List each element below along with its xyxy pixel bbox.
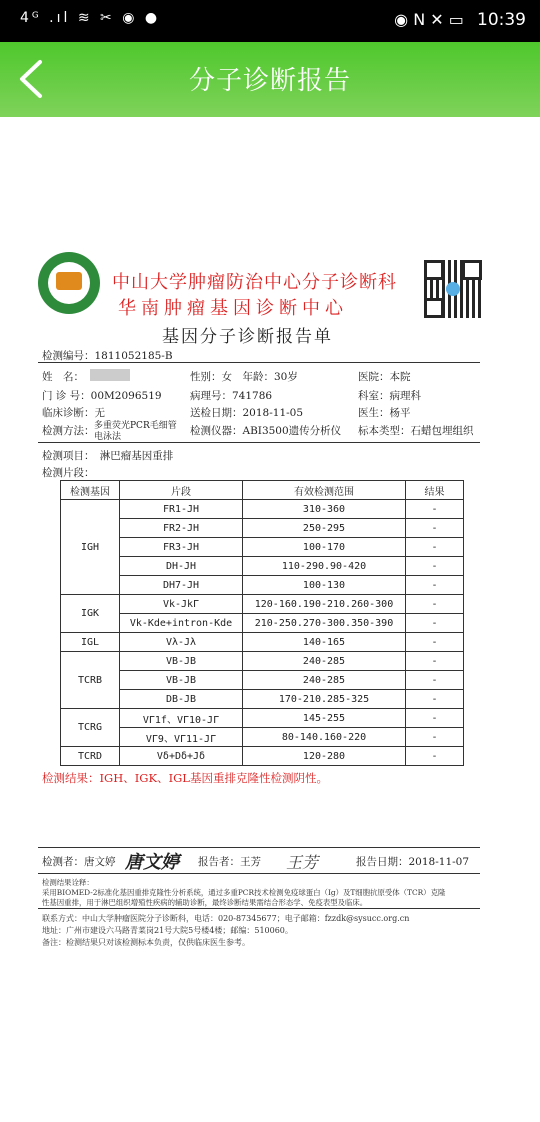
table-row bbox=[61, 709, 464, 728]
range-cell: 240-285 bbox=[243, 671, 406, 690]
col-header-gene: 检测基因 bbox=[61, 481, 120, 500]
send-date: 送检日期：2018-11-05 bbox=[190, 407, 304, 419]
result-cell: - bbox=[406, 614, 464, 633]
range-cell: 100-170 bbox=[243, 538, 406, 557]
table-row bbox=[61, 614, 464, 633]
table-row bbox=[61, 728, 464, 747]
result-cell: - bbox=[406, 671, 464, 690]
col-header-fragment: 片段 bbox=[120, 481, 243, 500]
divider bbox=[38, 908, 480, 909]
divider bbox=[38, 362, 480, 363]
report-date: 报告日期：2018-11-07 bbox=[356, 856, 470, 868]
fragments-label: 检测片段： bbox=[42, 467, 95, 479]
fragment-cell: VB-JB bbox=[120, 652, 243, 671]
fragment-cell: Vλ-Jλ bbox=[120, 633, 243, 652]
method-value-2: 电泳法 bbox=[94, 432, 122, 442]
signal-icon: 4ᴳ .ıl ≋ ✂ ◉ ● bbox=[20, 10, 161, 26]
result-cell: - bbox=[406, 633, 464, 652]
notes-line: 性基因重排，用于淋巴组织增殖性疾病的辅助诊断，最终诊断结果需结合形态学、免疫表型及临床。 bbox=[42, 898, 368, 907]
table-row bbox=[61, 576, 464, 595]
result-cell: - bbox=[406, 652, 464, 671]
gene-cell: IGH bbox=[61, 500, 120, 595]
reporter: 报告者：王芳 bbox=[198, 856, 261, 868]
result-cell: - bbox=[406, 576, 464, 595]
eye-icon: ◉ bbox=[394, 10, 409, 29]
method-label: 检测方法： bbox=[42, 425, 95, 437]
table-row bbox=[61, 690, 464, 709]
result-cell: - bbox=[406, 500, 464, 519]
fragment-cell: DH7-JH bbox=[120, 576, 243, 595]
table-row bbox=[61, 671, 464, 690]
table-row bbox=[61, 500, 464, 519]
range-cell: 140-165 bbox=[243, 633, 406, 652]
range-cell: 120-160.190-210.260-300 bbox=[243, 595, 406, 614]
fragment-cell: VB-JB bbox=[120, 671, 243, 690]
report-title: 基因分子诊断报告单 bbox=[162, 327, 333, 347]
result-cell: - bbox=[406, 557, 464, 576]
org-name-line1: 中山大学肿瘤防治中心分子诊断科 bbox=[112, 272, 397, 293]
gender-age: 性别：女 年龄：30岁 bbox=[190, 371, 298, 383]
mute-icon: ✕ bbox=[430, 10, 444, 29]
fragment-cell: Vk-Kde+intron-Kde bbox=[120, 614, 243, 633]
method-value-1: 多重荧光PCR毛细管 bbox=[94, 421, 177, 431]
result-cell: - bbox=[406, 595, 464, 614]
clinic-number: 门 诊 号：00M2096519 bbox=[42, 390, 162, 402]
range-cell: 80-140.160-220 bbox=[243, 728, 406, 747]
status-bar bbox=[0, 0, 540, 42]
range-cell: 120-280 bbox=[243, 747, 406, 766]
gene-cell: IGK bbox=[61, 595, 120, 633]
table-row bbox=[61, 538, 464, 557]
col-header-result: 结果 bbox=[406, 481, 464, 500]
fragment-cell: VΓ9、VΓ11-JΓ bbox=[120, 728, 243, 747]
range-cell: 170-210.285-325 bbox=[243, 690, 406, 709]
doctor: 医生：杨平 bbox=[358, 407, 411, 419]
results-table bbox=[60, 480, 464, 766]
name-redacted bbox=[90, 369, 130, 381]
fragment-cell: FR2-JH bbox=[120, 519, 243, 538]
fragment-cell: FR1-JH bbox=[120, 500, 243, 519]
gene-cell: TCRG bbox=[61, 709, 120, 747]
reporter-signature: 王芳 bbox=[286, 853, 319, 872]
tester: 检测者：唐文婷 bbox=[42, 856, 116, 868]
fragment-cell: DB-JB bbox=[120, 690, 243, 709]
table-row bbox=[61, 652, 464, 671]
tester-signature: 唐文婷 bbox=[125, 852, 179, 873]
table-row bbox=[61, 557, 464, 576]
divider bbox=[38, 442, 480, 443]
address: 地址：广州市建设六马路青菜岗21号大院5号楼4楼；邮编：510060。 bbox=[42, 926, 293, 935]
test-number: 检测编号：1811052185-B bbox=[42, 350, 173, 362]
range-cell: 145-255 bbox=[243, 709, 406, 728]
result-cell: - bbox=[406, 690, 464, 709]
status-right bbox=[394, 10, 526, 30]
pathology-number: 病理号：741786 bbox=[190, 390, 273, 402]
nfc-icon: N bbox=[413, 10, 426, 29]
fragment-cell: FR3-JH bbox=[120, 538, 243, 557]
divider bbox=[38, 873, 480, 874]
range-cell: 310-360 bbox=[243, 500, 406, 519]
result-cell: - bbox=[406, 728, 464, 747]
clock: 10:39 bbox=[477, 10, 526, 30]
university-logo bbox=[38, 252, 100, 314]
battery-icon: ▭ bbox=[448, 10, 464, 29]
contact-info: 联系方式：中山大学肿瘤医院分子诊断科，电话：020-87345677；电子邮箱：fzzdk@sysucc.org.cn bbox=[42, 914, 410, 923]
page-title: 分子诊断报告 bbox=[188, 66, 351, 96]
divider bbox=[38, 847, 480, 848]
result-cell: - bbox=[406, 538, 464, 557]
table-row bbox=[61, 633, 464, 652]
result-cell: - bbox=[406, 519, 464, 538]
gene-cell: TCRB bbox=[61, 652, 120, 709]
fragment-cell: VΓ1f、VΓ10-JΓ bbox=[120, 709, 243, 728]
range-cell: 250-295 bbox=[243, 519, 406, 538]
qr-code bbox=[424, 260, 482, 318]
result-cell: - bbox=[406, 747, 464, 766]
name-label: 姓 名： bbox=[42, 371, 84, 383]
gene-cell: IGL bbox=[61, 633, 120, 652]
test-project: 检测项目： 淋巴瘤基因重排 bbox=[42, 450, 174, 462]
range-cell: 110-290.90-420 bbox=[243, 557, 406, 576]
col-header-range: 有效检测范围 bbox=[243, 481, 406, 500]
hospital: 医院：本院 bbox=[358, 371, 411, 383]
gene-cell: TCRD bbox=[61, 747, 120, 766]
table-row bbox=[61, 747, 464, 766]
fragment-cell: DH-JH bbox=[120, 557, 243, 576]
fragment-cell: Vk-JkΓ bbox=[120, 595, 243, 614]
fragment-cell: Vδ+Dδ+Jδ bbox=[120, 747, 243, 766]
instrument: 检测仪器：ABI3500遗传分析仪 bbox=[190, 425, 342, 437]
table-row bbox=[61, 519, 464, 538]
app-bar bbox=[0, 42, 540, 117]
result-cell: - bbox=[406, 709, 464, 728]
table-row bbox=[61, 595, 464, 614]
specimen-type: 标本类型：石蜡包埋组织 bbox=[358, 425, 474, 437]
notes-title: 检测结果诠释： bbox=[42, 878, 94, 887]
remark: 备注：检测结果只对该检测标本负责，仅供临床医生参考。 bbox=[42, 938, 250, 947]
range-cell: 210-250.270-300.350-390 bbox=[243, 614, 406, 633]
department: 科室：病理科 bbox=[358, 390, 421, 402]
conclusion: 检测结果：IGH、IGK、IGL基因重排克隆性检测阴性。 bbox=[42, 771, 328, 785]
notes-line: 采用BIOMED-2标准化基因重排克隆性分析系统，通过多重PCR技术检测免疫球蛋白（Ig）及T细胞抗原受体（TCR）克隆 bbox=[42, 888, 446, 897]
clinical-diagnosis: 临床诊断：无 bbox=[42, 407, 105, 419]
range-cell: 240-285 bbox=[243, 652, 406, 671]
org-name-line2: 华南肿瘤基因诊断中心 bbox=[118, 298, 348, 319]
range-cell: 100-130 bbox=[243, 576, 406, 595]
